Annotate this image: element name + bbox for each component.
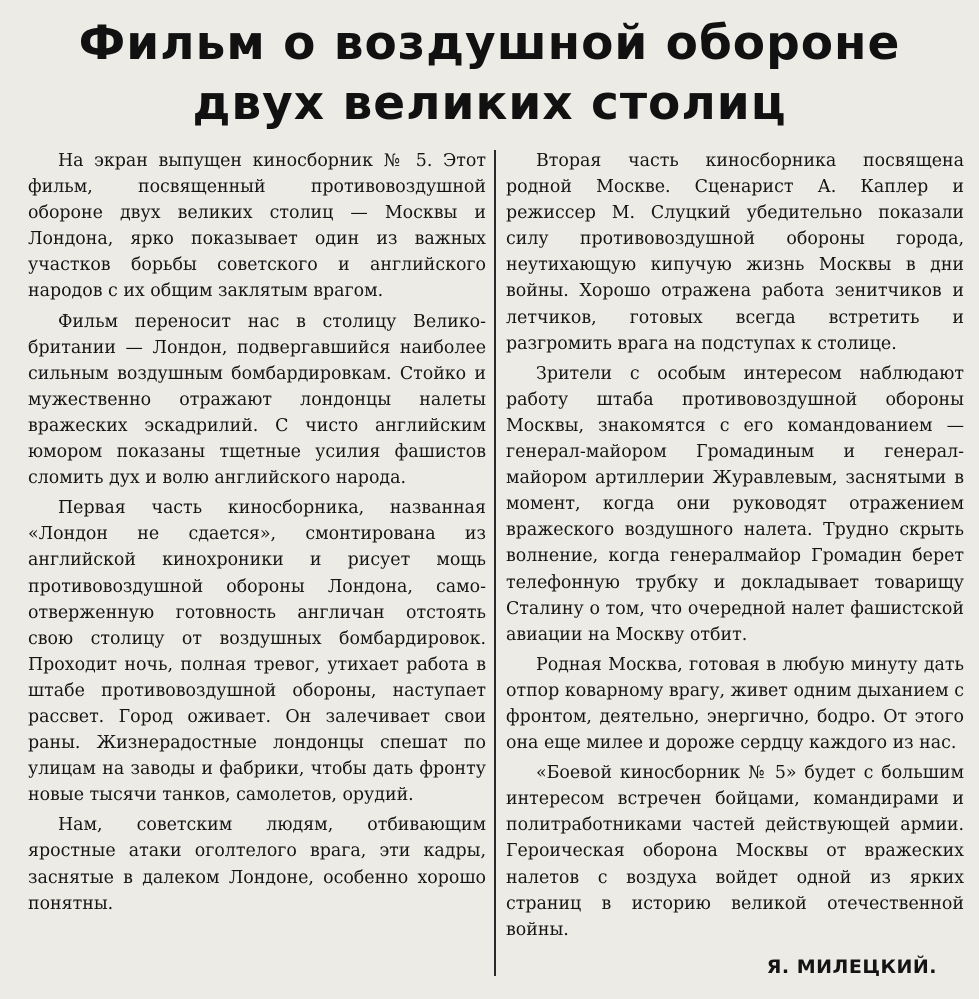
column-divider <box>494 150 496 976</box>
paragraph: Вторая часть киносборника посвящена родной Москве. Сценарист А. Каплер и режиссер М. Слуцкий убедительно показали силу противовоздушной обороны города, неутихающую кипучую жизнь Москвы в дни войны. Хорошо отражена работа зенитчиков и летчиков, готовых всегда встретить и разгромить врага на подступах к столице. <box>506 151 964 354</box>
paragraph: «Боевой киносборник № 5» будет с большим интересом встречен бойцами, командирами и политработниками частей действующей армии. Героическая оборона Москвы от вражеских налетов с воздуха войдет одной из ярких страниц в историю великой отечественной войны. <box>506 763 964 940</box>
paragraph: Зрители с особым интересом наблюдают работу штаба противовоздушной обороны Москвы, знакомятся с его командованием — генерал-майором Громадиным и генерал-майором артиллерии Журавлевым, заснятыми в момент, когда они руководят отражением вражеского воздушного налета. Трудно скрыть волнение, когда генералмайор Громадин берет телефонную трубку и докладывает товарищу Сталину о том, что очередной налет фашистской авиации на Москву отбит. <box>506 363 964 645</box>
paragraph: Фильм переносит нас в столицу Великобритании — Лондон, подвергавшийся наиболее сильным воздушным бомбардировкам. Стойко и мужественно отражают лондонцы налеты вражеских эскадрилий. С чисто английским юмором показаны тщетные усилия фашистов сломить дух и волю английского народа. <box>28 311 486 489</box>
paragraph: Нам, советским людям, отбивающим яростные атаки оголтелого врага, эти кадры, заснятые в далеком Лондоне, особенно хорошо понятны. <box>28 815 486 914</box>
headline-line-1: Фильм о воздушной обороне <box>78 16 901 71</box>
right-column <box>506 148 964 947</box>
headline-line-2: двух великих столиц <box>192 76 787 131</box>
paragraph: На экран выпущен киносборник № 5. Этот фильм, посвященный противовоздушной обороне двух великих столиц — Москвы и Лондона, ярко показывает один из важных участков борьбы советского и английского народов с их общим заклятым врагом. <box>28 151 486 302</box>
left-column <box>28 148 486 921</box>
article-headline <box>0 14 979 134</box>
paragraph: Родная Москва, готовая в любую минуту дать отпор коварному врагу, живет одним дыханием с фронтом, деятельно, энергично, бодро. От этого она еще милее и дороже сердцу каждого из нас. <box>506 654 964 754</box>
author-signature: Я. МИЛЕЦКИЙ. <box>766 956 937 978</box>
paragraph: Первая часть киносборника, названная «Лондон не сдается», смонтирована из английской кинохроники и рисует мощь противовоздушной обороны Лондона, самоотверженную готовность англичан отстоять свою столицу от воздушных бомбардировок. Проходит ночь, полная тревог, утихает работа в штабе противовоздушной обороны, наступает рассвет. Город оживает. Он залечивает свои раны. Жизнерадостные лондонцы спешат по улицам на заводы и фабрики, чтобы дать фронту новые тысячи танков, самолетов, орудий. <box>28 498 486 806</box>
